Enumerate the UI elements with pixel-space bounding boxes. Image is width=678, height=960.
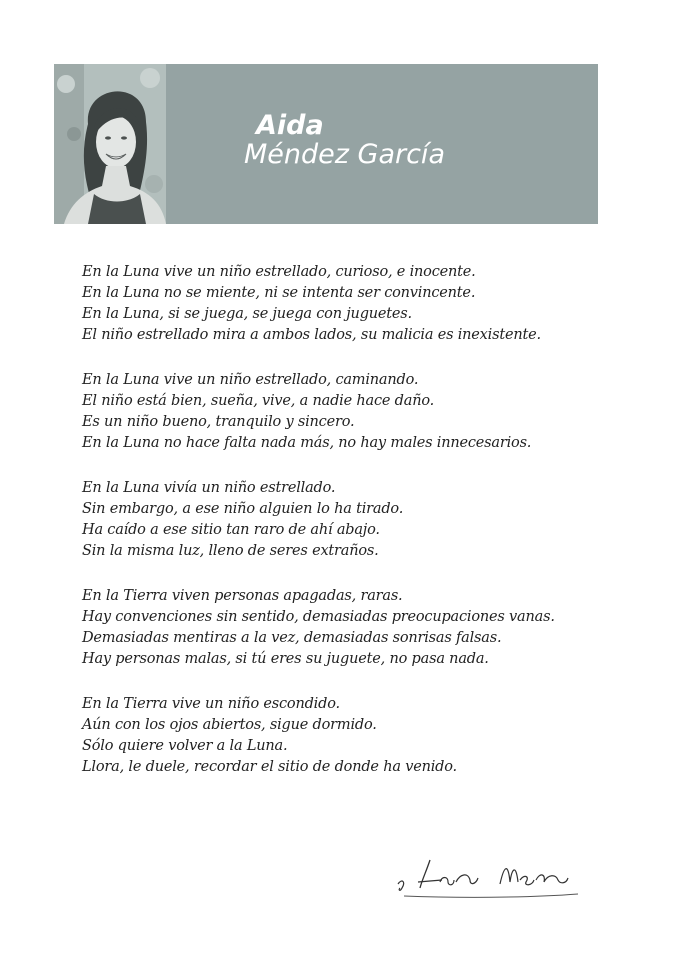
poem-stanza <box>82 262 602 346</box>
poem-line: El niño estrellado mira a ambos lados, su malicia es inexistente. <box>82 327 541 343</box>
author-first-name: Aida <box>256 110 324 141</box>
author-name <box>244 112 445 168</box>
poem-line: En la Luna vivía un niño estrellado. <box>82 480 336 496</box>
poem-stanza <box>82 370 602 454</box>
poem-line: En la Luna no se miente, ni se intenta ser convincente. <box>82 285 476 301</box>
poem-line: Demasiadas mentiras a la vez, demasiadas sonrisas falsas. <box>82 630 502 646</box>
author-photo <box>54 64 166 224</box>
signature-scribble <box>396 848 586 904</box>
poem-stanza <box>82 478 602 562</box>
author-header <box>54 64 598 224</box>
author-portrait-image <box>54 64 166 224</box>
poem-line: En la Luna vive un niño estrellado, curioso, e inocente. <box>82 264 476 280</box>
poem-stanza <box>82 694 602 778</box>
poem-line: Aún con los ojos abiertos, sigue dormido. <box>82 717 377 733</box>
poem-stanza <box>82 586 602 670</box>
poem-line: Sin la misma luz, lleno de seres extraños. <box>82 543 379 559</box>
poem-body <box>82 262 602 802</box>
poem-line: Llora, le duele, recordar el sitio de donde ha venido. <box>82 759 457 775</box>
poem-line: Ha caído a ese sitio tan raro de ahí abajo. <box>82 522 380 538</box>
poem-line: En la Luna vive un niño estrellado, caminando. <box>82 372 419 388</box>
author-last-name: Méndez García <box>244 139 445 170</box>
poem-line: Sin embargo, a ese niño alguien lo ha tirado. <box>82 501 404 517</box>
poem-line: Hay convenciones sin sentido, demasiadas preocupaciones vanas. <box>82 609 555 625</box>
author-signature <box>396 848 586 904</box>
poem-line: Hay personas malas, si tú eres su juguete, no pasa nada. <box>82 651 489 667</box>
poem-line: Sólo quiere volver a la Luna. <box>82 738 288 754</box>
poem-line: El niño está bien, sueña, vive, a nadie hace daño. <box>82 393 435 409</box>
poem-line: En la Luna no hace falta nada más, no hay males innecesarios. <box>82 435 532 451</box>
poem-line: En la Luna, si se juega, se juega con juguetes. <box>82 306 412 322</box>
poem-line: En la Tierra viven personas apagadas, raras. <box>82 588 403 604</box>
poem-line: Es un niño bueno, tranquilo y sincero. <box>82 414 355 430</box>
poem-line: En la Tierra vive un niño escondido. <box>82 696 340 712</box>
